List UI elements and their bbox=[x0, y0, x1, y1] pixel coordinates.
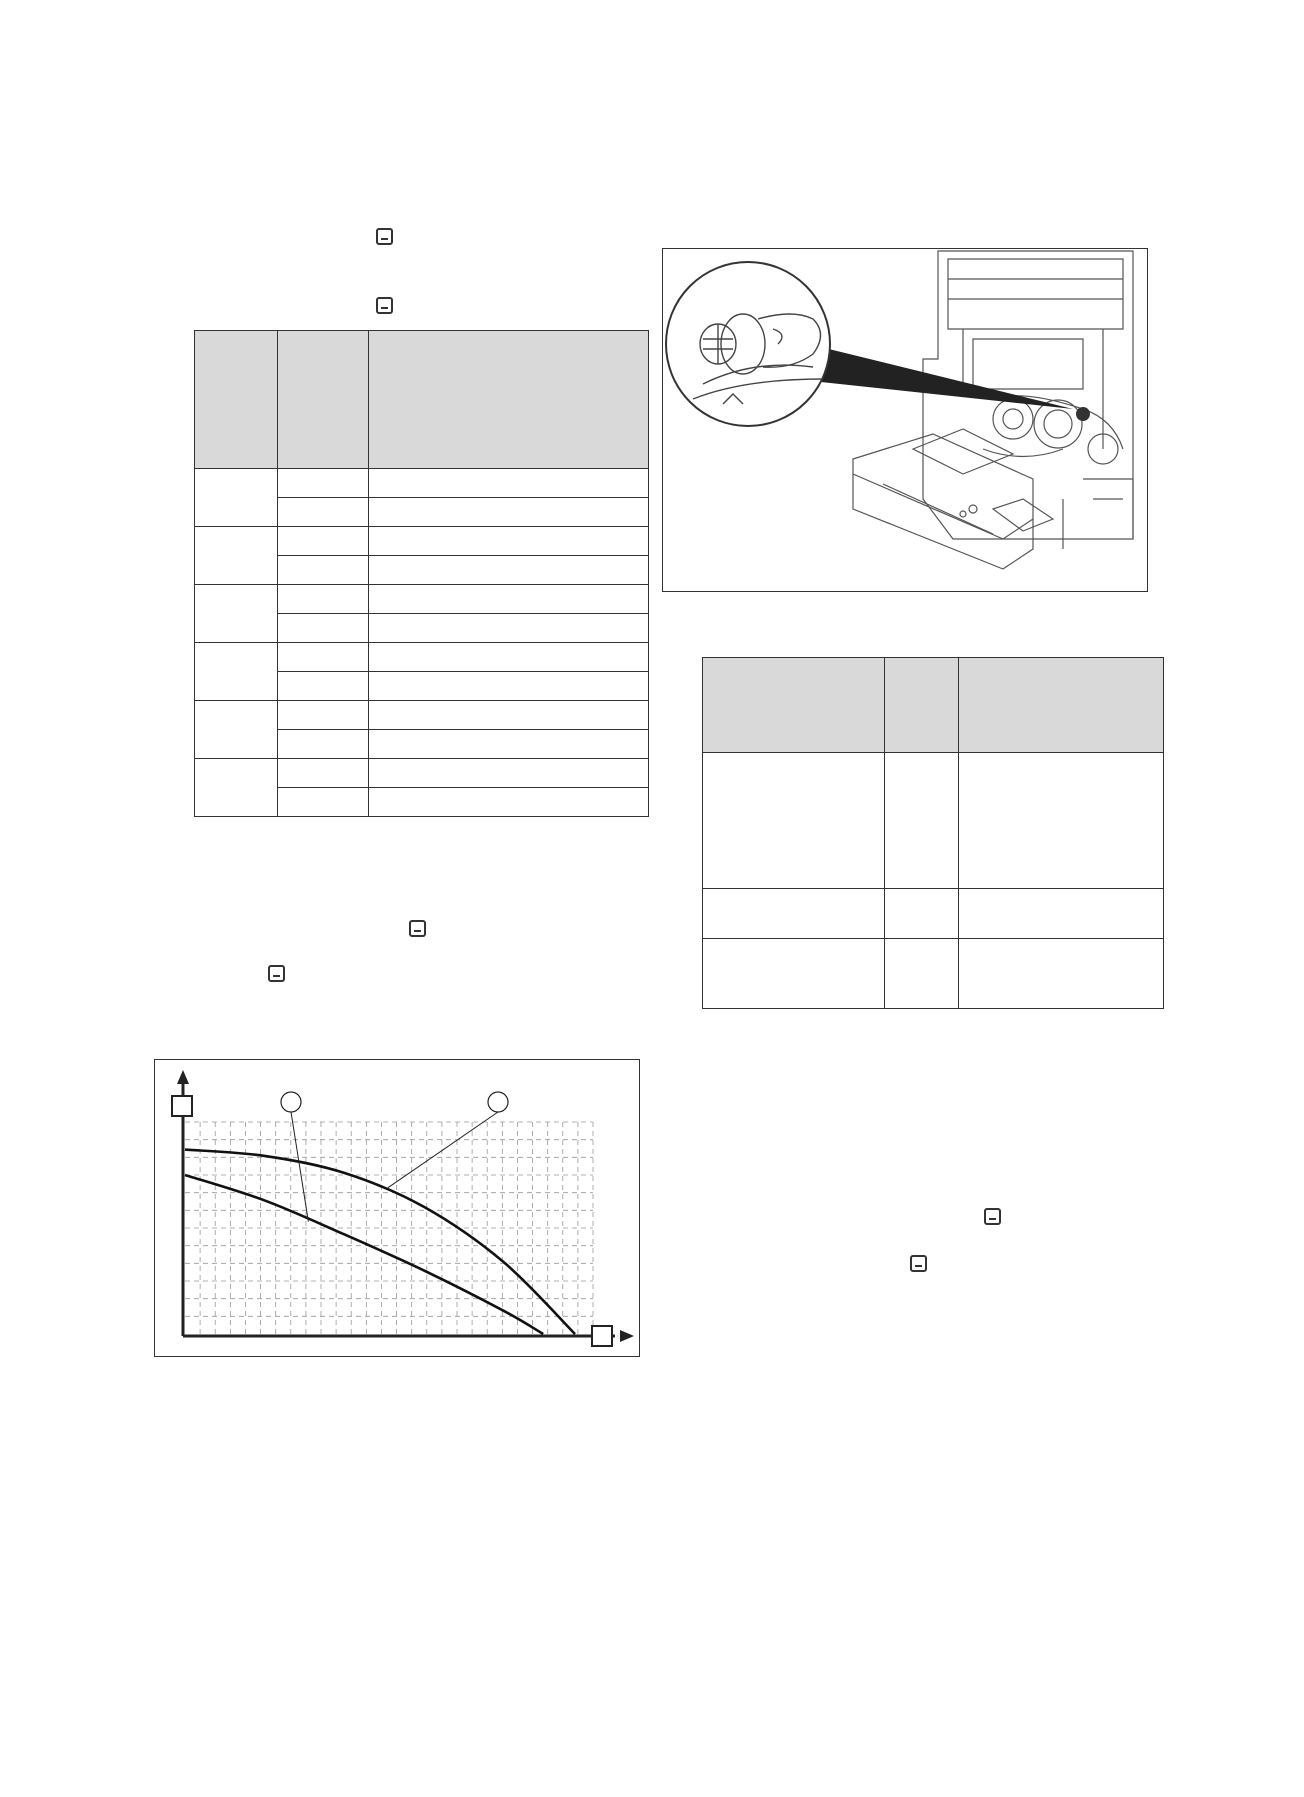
table-cell bbox=[369, 469, 649, 498]
table-cell bbox=[369, 498, 649, 527]
display-tile-icon bbox=[409, 920, 426, 937]
table-group-cell bbox=[195, 759, 278, 817]
table-cell bbox=[369, 672, 649, 701]
table-cell bbox=[278, 498, 369, 527]
table-row bbox=[195, 643, 649, 672]
table-group-cell bbox=[195, 701, 278, 759]
boiler-interior-illustration-icon bbox=[663, 249, 1147, 591]
table-group-cell bbox=[195, 585, 278, 643]
table-cell bbox=[278, 759, 369, 788]
table-cell bbox=[369, 759, 649, 788]
settings-table-right bbox=[702, 657, 1164, 1009]
display-tile-icon bbox=[910, 1255, 927, 1272]
table-row bbox=[195, 469, 649, 498]
display-tile-icon bbox=[984, 1208, 1001, 1225]
table-cell bbox=[369, 701, 649, 730]
table-cell bbox=[278, 730, 369, 759]
callout-circle bbox=[281, 1092, 301, 1112]
table-cell bbox=[369, 585, 649, 614]
table-row bbox=[195, 527, 649, 556]
table-header-cell bbox=[885, 658, 959, 753]
table-cell bbox=[278, 788, 369, 817]
table-cell bbox=[703, 939, 885, 1009]
table-cell bbox=[278, 614, 369, 643]
table-cell bbox=[278, 469, 369, 498]
table-cell bbox=[369, 556, 649, 585]
table-header-cell bbox=[703, 658, 885, 753]
table-group-cell bbox=[195, 527, 278, 585]
table-header-cell bbox=[959, 658, 1164, 753]
pump-curve-series-1 bbox=[185, 1175, 543, 1334]
table-cell bbox=[369, 643, 649, 672]
table-group-cell bbox=[195, 643, 278, 701]
table-cell bbox=[703, 889, 885, 939]
callout-leader-line bbox=[388, 1112, 498, 1188]
display-tile-icon bbox=[376, 297, 393, 314]
table-body bbox=[195, 469, 649, 817]
display-tile-icon bbox=[376, 228, 393, 245]
table-header-cell bbox=[195, 331, 278, 469]
table-cell bbox=[369, 527, 649, 556]
table-row bbox=[195, 585, 649, 614]
table-cell bbox=[278, 701, 369, 730]
table-cell bbox=[959, 889, 1164, 939]
table-header-cell bbox=[369, 331, 649, 469]
pump-curve-chart bbox=[155, 1060, 639, 1356]
callout-circle bbox=[488, 1092, 508, 1112]
table-row bbox=[703, 753, 1164, 889]
pump-curve-figure bbox=[154, 1059, 640, 1357]
x-axis-arrow-icon bbox=[620, 1330, 634, 1342]
table-cell bbox=[369, 788, 649, 817]
table-cell bbox=[278, 585, 369, 614]
table-cell bbox=[278, 643, 369, 672]
table-cell bbox=[959, 753, 1164, 889]
table-cell bbox=[278, 556, 369, 585]
table-cell bbox=[278, 672, 369, 701]
display-tile-icon bbox=[268, 965, 285, 982]
table-cell bbox=[959, 939, 1164, 1009]
boiler-illustration-figure bbox=[662, 248, 1148, 592]
table-cell bbox=[369, 730, 649, 759]
x-axis-label-box bbox=[592, 1326, 612, 1346]
table-row bbox=[703, 889, 1164, 939]
table-cell bbox=[703, 753, 885, 889]
table-cell bbox=[278, 527, 369, 556]
pump-curve-series-2 bbox=[185, 1150, 575, 1334]
table-row bbox=[195, 701, 649, 730]
table-row bbox=[195, 759, 649, 788]
table-cell bbox=[885, 939, 959, 1009]
table-cell bbox=[885, 889, 959, 939]
table-header-cell bbox=[278, 331, 369, 469]
callout-leader-line bbox=[291, 1112, 308, 1222]
table-cell bbox=[369, 614, 649, 643]
y-axis-arrow-icon bbox=[177, 1070, 189, 1084]
table-group-cell bbox=[195, 469, 278, 527]
table-cell bbox=[885, 753, 959, 889]
settings-table-left bbox=[194, 330, 649, 817]
table-row bbox=[703, 939, 1164, 1009]
y-axis-label-box bbox=[172, 1096, 192, 1116]
